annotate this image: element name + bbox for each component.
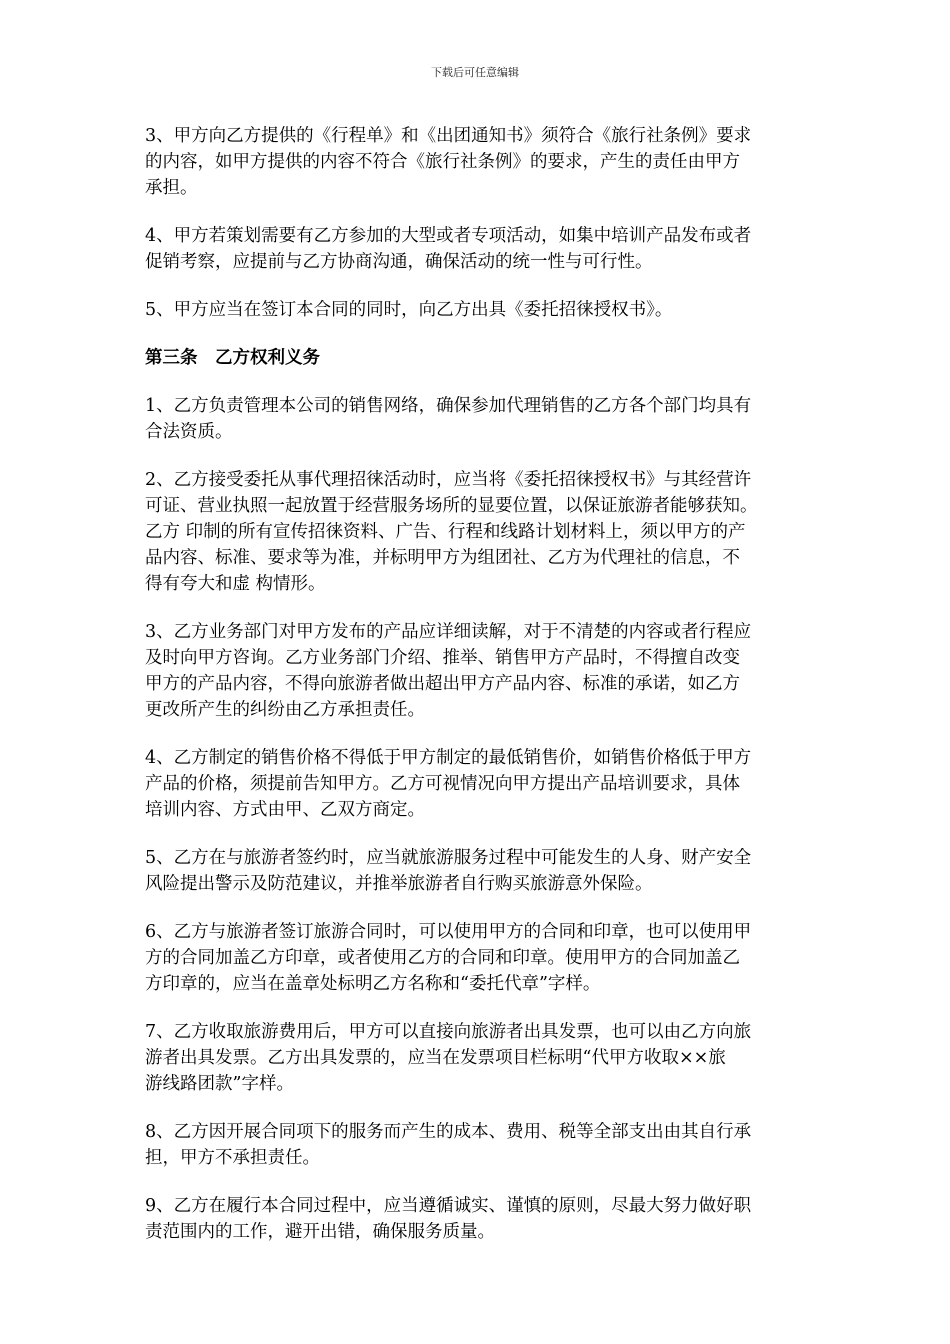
clause-paragraph <box>145 393 813 445</box>
clause-paragraph <box>145 745 813 823</box>
clause-line: 9、乙方在履行本合同过程中，应当遵循诚实、谨慎的原则，尽最大努力做好职 <box>145 1196 752 1216</box>
clause-paragraph <box>145 1193 813 1245</box>
clause-paragraph <box>145 1019 813 1097</box>
clause-line: 8、乙方因开展合同项下的服务而产生的成本、费用、税等全部支出由其自行承 <box>145 1122 752 1142</box>
clause-line: 5、甲方应当在签订本合同的同时，向乙方出具《委托招徕授权书》。 <box>145 300 673 320</box>
clause-paragraph <box>145 619 813 723</box>
clause-paragraph <box>145 467 813 597</box>
clause-line: 合法资质。 <box>145 422 233 442</box>
clause-paragraph <box>145 123 813 201</box>
clause-line: 责范围内的工作，避开出错，确保服务质量。 <box>145 1222 495 1242</box>
clause-paragraph <box>145 297 813 323</box>
clause-paragraph <box>145 223 813 275</box>
clause-line: 风险提出警示及防范建议，并推举旅游者自行购买旅游意外保险。 <box>145 874 653 894</box>
clause-line: 促销考察，应提前与乙方协商沟通，确保活动的统一性与可行性。 <box>145 252 653 272</box>
clause-paragraph <box>145 919 813 997</box>
clause-line: 6、乙方与旅游者签订旅游合同时，可以使用甲方的合同和印章，也可以使用甲 <box>145 922 752 942</box>
clause-line: 品内容、标准、要求等为准，并标明甲方为组团社、乙方为代理社的信息，不 <box>145 548 740 568</box>
clause-line: 更改所产生的纠纷由乙方承担责任。 <box>145 700 425 720</box>
clause-line: 游者出具发票。乙方出具发票的，应当在发票项目栏标明“代甲方收取××旅 <box>145 1048 726 1068</box>
clause-line: 3、甲方向乙方提供的《行程单》和《出团通知书》须符合《旅行社条例》要求 <box>145 126 752 146</box>
clause-line: 及时向甲方咨询。乙方业务部门介绍、推举、销售甲方产品时，不得擅自改变 <box>145 648 740 668</box>
clause-line: 4、乙方制定的销售价格不得低于甲方制定的最低销售价，如销售价格低于甲方 <box>145 748 752 768</box>
clause-line: 的内容，如甲方提供的内容不符合《旅行社条例》的要求，产生的责任由甲方 <box>145 152 740 172</box>
clause-line: 5、乙方在与旅游者签约时，应当就旅游服务过程中可能发生的人身、财产安全 <box>145 848 752 868</box>
party-b-rights-obligations <box>145 393 813 1245</box>
header-note: 下载后可任意编辑 <box>431 66 519 79</box>
clause-line: 担，甲方不承担责任。 <box>145 1148 320 1168</box>
clause-line: 可证、营业执照一起放置于经营服务场所的显要位置，以保证旅游者能够获知。 <box>145 496 758 516</box>
party-a-obligations <box>145 123 813 323</box>
clause-line: 4、甲方若策划需要有乙方参加的大型或者专项活动，如集中培训产品发布或者 <box>145 226 752 246</box>
document-body <box>145 123 813 1267</box>
clause-paragraph <box>145 1119 813 1171</box>
clause-line: 1、乙方负责管理本公司的销售网络，确保参加代理销售的乙方各个部门均具有 <box>145 396 752 416</box>
clause-line: 产品的价格，须提前告知甲方。乙方可视情况向甲方提出产品培训要求，具体 <box>145 774 740 794</box>
clause-line: 培训内容、方式由甲、乙双方商定。 <box>145 800 425 820</box>
clause-paragraph <box>145 845 813 897</box>
clause-line: 方的合同加盖乙方印章，或者使用乙方的合同和印章。使用甲方的合同加盖乙 <box>145 948 740 968</box>
clause-line: 2、乙方接受委托从事代理招徕活动时，应当将《委托招徕授权书》与其经营许 <box>145 470 752 490</box>
section-title: 第三条 乙方权利义务 <box>145 348 320 368</box>
clause-line: 游线路团款”字样。 <box>145 1074 294 1094</box>
clause-line: 7、乙方收取旅游费用后，甲方可以直接向旅游者出具发票，也可以由乙方向旅 <box>145 1022 752 1042</box>
clause-line: 得有夸大和虚 构情形。 <box>145 574 326 594</box>
clause-line: 方印章的，应当在盖章处标明乙方名称和“委托代章”字样。 <box>145 974 601 994</box>
clause-line: 乙方 印制的所有宣传招徕资料、广告、行程和线路计划材料上，须以甲方的产 <box>145 522 746 542</box>
clause-line: 3、乙方业务部门对甲方发布的产品应详细读解，对于不清楚的内容或者行程应 <box>145 622 752 642</box>
clause-line: 甲方的产品内容，不得向旅游者做出超出甲方产品内容、标准的承诺，如乙方 <box>145 674 740 694</box>
clause-line: 承担。 <box>145 178 198 198</box>
